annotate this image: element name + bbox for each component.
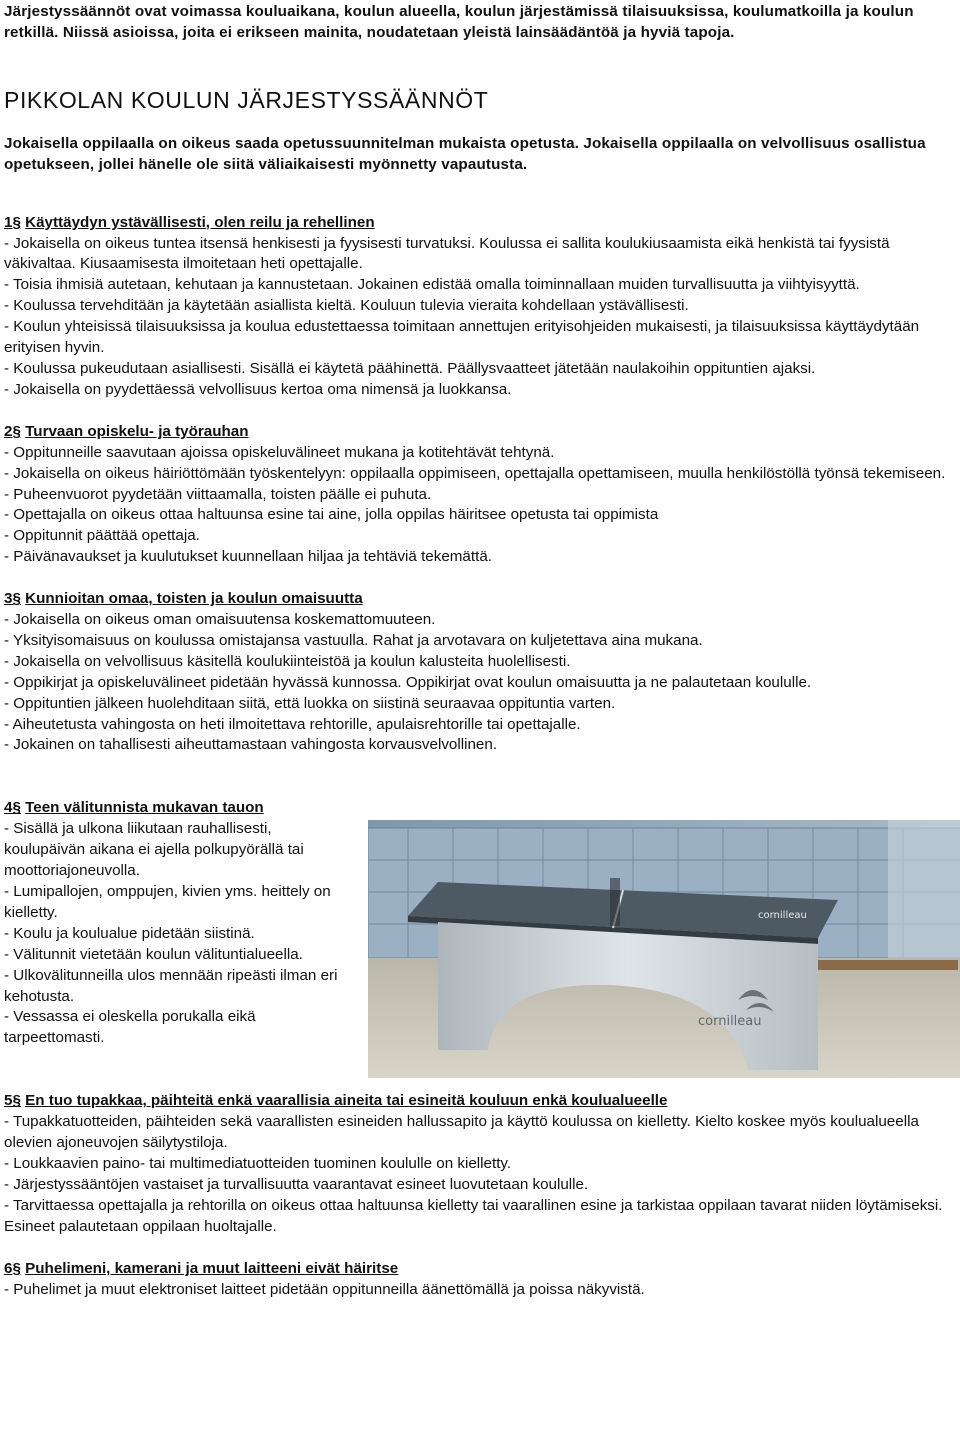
rule-item: - Tarvittaessa opettajalla ja rehtorilla on oikeus ottaa haltuunsa kielletty tai vaarallinen esine ja tarkistaa oppilaan tavarat niiden löytämiseksi. Esineet palautetaan oppilaan huoltajalle.	[4, 1196, 943, 1235]
section-heading	[4, 213, 954, 234]
rule-item: - Puheenvuorot pyydetään viittaamalla, toisten päälle ei puhuta.	[4, 485, 432, 503]
rule-item: - Jokaisella on velvollisuus käsitellä koulukiinteistöä ja koulun kalusteita huolellisesti.	[4, 652, 571, 670]
section-rules-list	[4, 234, 954, 401]
rule-item: - Jokainen on tahallisesti aiheuttamastaan vahingosta korvausvelvollinen.	[4, 736, 498, 754]
section-number: 4	[4, 799, 13, 817]
table-tennis-illustration	[368, 820, 960, 1078]
section-sign: §	[12, 799, 21, 817]
section-4	[4, 798, 344, 1049]
section-heading-text: Turvaan opiskelu- ja työrauhan	[25, 422, 249, 440]
section-rules-list	[4, 610, 954, 756]
section-rules-list	[4, 443, 954, 568]
section-2	[4, 422, 954, 568]
section-3	[4, 589, 954, 756]
rule-item: - Jokaisella on pyydettäessä velvollisuus kertoa oma nimensä ja luokkansa.	[4, 380, 512, 398]
rule-item: - Välitunnit vietetään koulun välituntialueella.	[4, 945, 303, 963]
rule-item: - Koulun yhteisissä tilaisuuksissa ja koulua edustettaessa toimitaan annettujen erityisohjeiden mukaisesti, ja tilaisuuksissa käyttäydytään erityisen hyvin.	[4, 318, 920, 357]
rule-item: - Päivänavaukset ja kuulutukset kuunnellaan hiljaa ja tehtäviä tekemättä.	[4, 548, 492, 566]
rule-item: - Jokaisella on oikeus oman omaisuutensa koskemattomuuteen.	[4, 611, 436, 629]
rule-item: - Järjestyssääntöjen vastaiset ja turvallisuutta vaarantavat esineet luovutetaan koululle.	[4, 1176, 589, 1193]
rule-item: - Aiheutetusta vahingosta on heti ilmoitettava rehtorille, apulaisrehtorille tai opettajalle.	[4, 715, 581, 733]
rule-item: - Lumipallojen, omppujen, kivien yms. heittely on kielletty.	[4, 883, 331, 921]
rule-item: - Loukkaavien paino- tai multimediatuotteiden tuominen koululle on kielletty.	[4, 1155, 512, 1173]
rule-item: - Opettajalla on oikeus ottaa haltuunsa esine tai aine, jolla oppilas häiritsee opetusta tai oppimista	[4, 506, 659, 524]
section-heading	[4, 589, 954, 610]
section-heading-text: En tuo tupakkaa, päihteitä enkä vaarallisia aineita tai esineitä kouluun enkä koulualueelle	[25, 1092, 668, 1110]
section-6	[4, 1259, 954, 1301]
table-tennis-photo	[368, 820, 960, 1078]
rule-item: - Jokaisella on oikeus häiriöttömään työskentelyyn: oppilaalla oppimiseen, opettajalla opettamiseen, muulla henkilöstöllä työnsä tekemiseen.	[4, 464, 946, 482]
rule-item: - Oppitunnit päättää opettaja.	[4, 527, 200, 545]
section-sign: §	[12, 213, 21, 231]
intro-paragraph: Järjestyssäännöt ovat voimassa kouluaikana, koulun alueella, koulun järjestämissä tilaisuuksissa, koulumatkoilla ja koulun retkillä. Niissä asioissa, joita ei erikseen mainita, noudatetaan yleistä lainsäädäntöä ja hyviä tapoja.	[4, 3, 914, 41]
rule-item: - Oppituntien jälkeen huolehditaan siitä, että luokka on siistinä seuraavaa oppituntia varten.	[4, 694, 616, 712]
section-heading-text: Kunnioitan omaa, toisten ja koulun omaisuutta	[25, 590, 363, 608]
section-heading-text: Puhelimeni, kamerani ja muut laitteeni eivät häiritse	[25, 1259, 399, 1277]
rule-item: - Koulussa tervehditään ja käytetään asiallista kieltä. Kouluun tulevia vieraita kohdellaan ystävällisesti.	[4, 297, 689, 315]
section-heading	[4, 798, 344, 819]
rule-item: - Oppitunneille saavutaan ajoissa opiskeluvälineet mukana ja kotitehtävät tehtynä.	[4, 443, 555, 461]
rule-item: - Koulussa pukeudutaan asiallisesti. Sisällä ei käytetä päähinettä. Päällysvaatteet jätetään naulakoihin oppituntien ajaksi.	[4, 359, 816, 377]
section-5	[4, 1091, 954, 1237]
rule-item: - Sisällä ja ulkona liikutaan rauhallisesti, koulupäivän aikana ei ajella polkupyörällä tai moottoriajoneuvolla.	[4, 820, 304, 880]
document-page	[4, 0, 954, 1301]
section-heading	[4, 1091, 954, 1112]
section-heading-text: Käyttäydyn ystävällisesti, olen reilu ja rehellinen	[25, 213, 375, 231]
section-sign: §	[12, 422, 21, 440]
rule-item: - Yksityisomaisuus on koulussa omistajansa vastuulla. Rahat ja arvotavara on kuljetettava aina mukana.	[4, 631, 703, 649]
section-number: 6	[4, 1259, 13, 1277]
section-rules-list	[4, 1280, 954, 1301]
section-4-with-photo	[4, 798, 954, 1068]
section-number: 5	[4, 1092, 13, 1110]
section-1	[4, 213, 954, 401]
rule-item: - Vessassa ei oleskella porukalla eikä tarpeettomasti.	[4, 1008, 256, 1047]
section-heading-text: Teen välitunnista mukavan tauon	[25, 799, 264, 817]
lead-paragraph: Jokaisella oppilaalla on oikeus saada opetussuunnitelman mukaista opetusta. Jokaisella oppilaalla on velvollisuus osallistua opetukseen, jollei hänelle ole siitä väliaikaisesti myönnetty vapautusta.	[4, 134, 926, 173]
section-sign: §	[12, 1092, 21, 1110]
rule-item: - Jokaisella on oikeus tuntea itsensä henkisesti ja fyysisesti turvatuksi. Koulussa ei sallita koulukiusaamista eikä henkistä tai fyysistä väkivaltaa. Kiusaamisesta ilmoitetaan heti opettajalle.	[4, 234, 890, 273]
rule-item: - Tupakkatuotteiden, päihteiden sekä vaarallisten esineiden hallussapito ja käyttö koulussa on kielletty. Kielto koskee myös koulualueella olevien ajoneuvojen säilytystiloja.	[4, 1113, 919, 1152]
document-title: PIKKOLAN KOULUN JÄRJESTYSSÄÄNNÖT	[4, 86, 489, 113]
section-heading	[4, 1259, 954, 1280]
section-rules-list	[4, 819, 344, 1049]
section-heading	[4, 422, 954, 443]
rule-item: - Toisia ihmisiä autetaan, kehutaan ja kannustetaan. Jokainen edistää omalla toiminnallaan muiden turvallisuutta ja viihtyisyyttä.	[4, 276, 860, 294]
brand-text: cornilleau	[698, 1014, 762, 1030]
section-number: 3	[4, 590, 13, 608]
rule-item: - Ulkovälitunneilla ulos mennään ripeästi ilman eri kehotusta.	[4, 966, 338, 1005]
section-sign: §	[12, 1259, 21, 1277]
rule-item: - Koulu ja koulualue pidetään siistinä.	[4, 924, 255, 942]
section-sign: §	[12, 590, 21, 608]
section-rules-list	[4, 1112, 954, 1237]
section-number: 1	[4, 213, 13, 231]
brand-text-top: cornilleau	[758, 910, 807, 922]
rule-item: - Puhelimet ja muut elektroniset laitteet pidetään oppitunneilla äänettömällä ja poissa näkyvistä.	[4, 1280, 645, 1298]
section-number: 2	[4, 422, 13, 440]
rule-item: - Oppikirjat ja opiskeluvälineet pidetään hyvässä kunnossa. Oppikirjat ovat koulun omaisuutta ja ne palautetaan koululle.	[4, 673, 812, 691]
